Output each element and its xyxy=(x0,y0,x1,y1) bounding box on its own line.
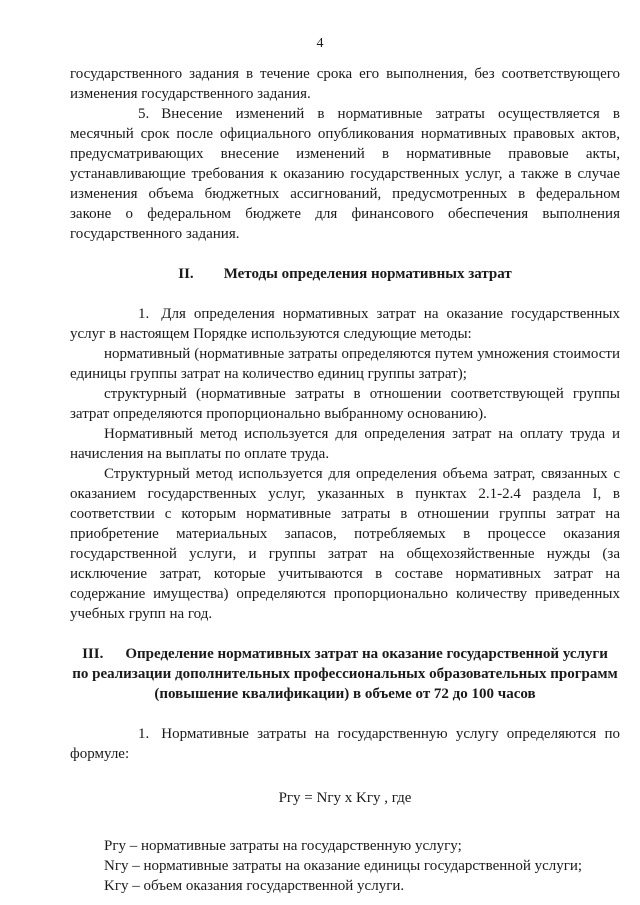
paragraph-5 xyxy=(70,104,620,244)
section-3-title-line-3: (повышение квалификации) в объеме от 72 до 100 часов xyxy=(154,686,536,702)
section-3-heading xyxy=(70,644,620,704)
section-3-title-line-2: по реализации дополнительных профессиональных образовательных программ xyxy=(72,666,618,682)
section-2-number: II. xyxy=(178,266,194,282)
definition-ngu: Nгу – нормативные затраты на оказание единицы государственной услуги; xyxy=(104,858,583,874)
paragraph-5-number: 5. xyxy=(138,106,150,122)
section-3-paragraph-1-number: 1. xyxy=(138,726,150,742)
section-3-title-line-1 xyxy=(70,644,620,664)
method-normative: нормативный (нормативные затраты определяются путем умножения стоимости единицы группы затрат на количество единиц группы затрат); xyxy=(70,346,620,382)
section-2-paragraph-1-text: Для определения нормативных затрат на оказание государственных услуг в настоящем Порядке используются следующие методы: xyxy=(70,306,620,342)
structural-method-usage: Структурный метод используется для определения объема затрат, связанных с оказанием государственных услуг, указанных в пунктах 2.1-2.4 раздела I, в соответствии с которым нормативные затраты в отношении группы затрат на приобретение материальных запасов, потребляемых в процессе оказания государственной услуги, и группы затрат на общехозяйственные нужды (за исключение затрат, которые учитываются в составе нормативных затрат на содержание имущества) определяются пропорционально количеству приведенных учебных групп на год. xyxy=(70,466,620,622)
section-3-paragraph-1 xyxy=(70,724,620,764)
definition-pgu: Pгу – нормативные затраты на государственную услугу; xyxy=(104,838,462,854)
paragraph-5-text: Внесение изменений в нормативные затраты осуществляется в месячный срок после официального опубликования нормативных правовых актов, предусматривающих внесение изменений в нормативные правовые акты, устанавливающие требования к оказанию государственных услуг, а также в случае изменения объема бюджетных ассигнований, предусмотренных в федеральном законе о федеральном бюджете для финансового обеспечения выполнения государственного задания. xyxy=(70,106,620,242)
section-2-title: Методы определения нормативных затрат xyxy=(223,266,512,282)
section-2-paragraph-1-number: 1. xyxy=(138,306,150,322)
section-3-number: III. xyxy=(82,646,104,662)
normative-method-usage: Нормативный метод используется для определения затрат на оплату труда и начисления на выплаты по оплате труда. xyxy=(70,426,620,462)
paragraph-continuation: государственного задания в течение срока его выполнения, без соответствующего изменения государственного задания. xyxy=(70,66,620,102)
section-2-paragraph-1 xyxy=(70,304,620,344)
section-3-title-text-1: Определение нормативных затрат на оказание государственной услуги xyxy=(125,646,608,662)
section-3-paragraph-1-text: Нормативные затраты на государственную услугу определяются по формуле: xyxy=(70,726,620,762)
method-structural: структурный (нормативные затраты в отношении соответствующей группы затрат определяются пропорционально выбранному основанию). xyxy=(70,386,620,422)
formula: Ргу = Nгу х Kгу , где xyxy=(278,790,412,806)
page-number: 4 xyxy=(316,36,324,51)
document-body xyxy=(70,64,620,896)
section-2-heading xyxy=(70,264,620,284)
definition-kgu: Kгу – объем оказания государственной услуги. xyxy=(104,878,405,894)
